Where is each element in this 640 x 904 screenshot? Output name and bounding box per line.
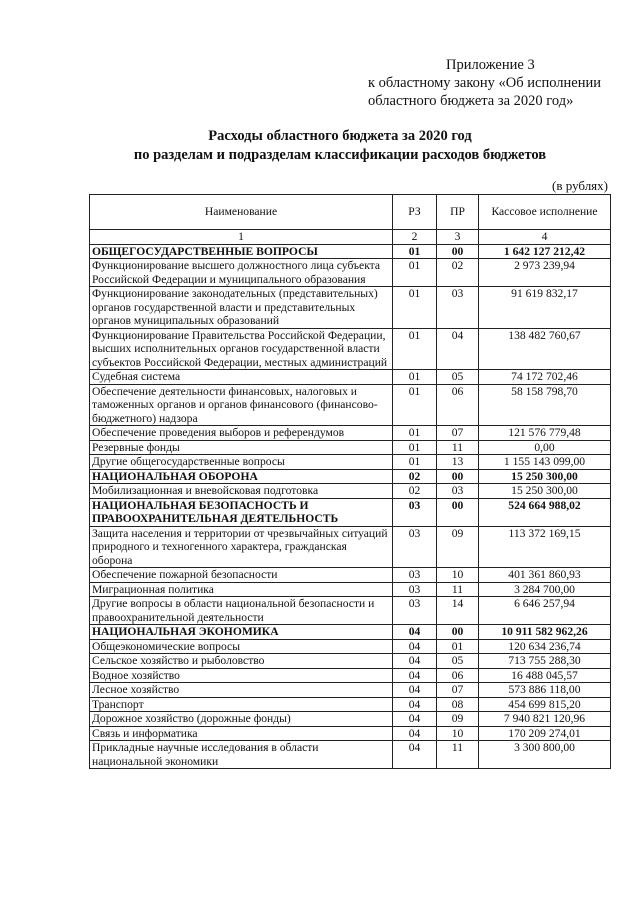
row-pr: 10 [437, 568, 479, 583]
table-row [90, 654, 611, 669]
table-row [90, 328, 611, 370]
row-rz: 03 [393, 597, 437, 625]
row-rz: 01 [393, 384, 437, 426]
row-pr: 06 [437, 668, 479, 683]
table-row [90, 526, 611, 568]
table-row [90, 370, 611, 385]
row-value: 3 284 700,00 [479, 582, 611, 597]
row-name: Дорожное хозяйство (дорожные фонды) [90, 712, 393, 727]
row-name: Транспорт [90, 697, 393, 712]
row-rz: 01 [393, 328, 437, 370]
header-name: Наименование [90, 195, 393, 230]
row-pr: 03 [437, 287, 479, 329]
row-name: Миграционная политика [90, 582, 393, 597]
table-row [90, 597, 611, 625]
row-pr: 09 [437, 712, 479, 727]
row-value: 10 911 582 962,26 [479, 625, 611, 640]
row-value: 170 209 274,01 [479, 726, 611, 741]
table-row [90, 568, 611, 583]
appendix-line-3: областного бюджета за 2020 год» [368, 93, 574, 109]
table-row [90, 455, 611, 470]
row-rz: 04 [393, 668, 437, 683]
row-rz: 01 [393, 440, 437, 455]
row-pr: 09 [437, 526, 479, 568]
row-value: 121 576 779,48 [479, 426, 611, 441]
table-section-row [90, 498, 611, 526]
budget-table [89, 194, 611, 769]
row-rz: 04 [393, 741, 437, 769]
row-name: Функционирование законодательных (представительных) органов государственной власти и представительных органов муниципальных образований [90, 287, 393, 329]
row-rz: 02 [393, 484, 437, 499]
table-row [90, 287, 611, 329]
row-name: Сельское хозяйство и рыболовство [90, 654, 393, 669]
index-cell: 3 [437, 230, 479, 245]
units-note: (в рублях) [552, 178, 608, 193]
row-rz: 04 [393, 683, 437, 698]
row-value: 113 372 169,15 [479, 526, 611, 568]
appendix-line-1: Приложение 3 [446, 57, 535, 73]
row-value: 454 699 815,20 [479, 697, 611, 712]
row-value: 1 155 143 099,00 [479, 455, 611, 470]
table-row [90, 259, 611, 287]
row-name: Защита населения и территории от чрезвычайных ситуаций природного и техногенного характера, гражданская оборона [90, 526, 393, 568]
index-cell: 4 [479, 230, 611, 245]
row-rz: 01 [393, 259, 437, 287]
row-name: НАЦИОНАЛЬНАЯ ЭКОНОМИКА [90, 625, 393, 640]
table-index-row [90, 230, 611, 245]
row-rz: 01 [393, 244, 437, 259]
row-pr: 14 [437, 597, 479, 625]
table-row [90, 697, 611, 712]
row-pr: 05 [437, 654, 479, 669]
row-pr: 04 [437, 328, 479, 370]
table-row [90, 484, 611, 499]
row-name: Мобилизационная и вневойсковая подготовка [90, 484, 393, 499]
row-name: НАЦИОНАЛЬНАЯ БЕЗОПАСНОСТЬ И ПРАВООХРАНИТЕЛЬНАЯ ДЕЯТЕЛЬНОСТЬ [90, 498, 393, 526]
row-value: 7 940 821 120,96 [479, 712, 611, 727]
row-value: 91 619 832,17 [479, 287, 611, 329]
row-value: 713 755 288,30 [479, 654, 611, 669]
table-row [90, 384, 611, 426]
document-title-line-1: Расходы областного бюджета за 2020 год [208, 128, 472, 144]
row-pr: 08 [437, 697, 479, 712]
row-pr: 06 [437, 384, 479, 426]
row-name: Функционирование Правительства Российской Федерации, высших исполнительных органов государственной власти субъектов Российской Федерации, местных администраций [90, 328, 393, 370]
header-rz: РЗ [393, 195, 437, 230]
row-value: 138 482 760,67 [479, 328, 611, 370]
row-name: НАЦИОНАЛЬНАЯ ОБОРОНА [90, 469, 393, 484]
table-row [90, 426, 611, 441]
row-name: Обеспечение пожарной безопасности [90, 568, 393, 583]
row-rz: 01 [393, 370, 437, 385]
index-cell: 2 [393, 230, 437, 245]
row-value: 58 158 798,70 [479, 384, 611, 426]
row-rz: 01 [393, 455, 437, 470]
row-name: Резервные фонды [90, 440, 393, 455]
row-value: 6 646 257,94 [479, 597, 611, 625]
row-value: 120 634 236,74 [479, 639, 611, 654]
header-pr: ПР [437, 195, 479, 230]
row-value: 524 664 988,02 [479, 498, 611, 526]
table-row [90, 726, 611, 741]
row-name: Другие общегосударственные вопросы [90, 455, 393, 470]
row-rz: 03 [393, 568, 437, 583]
row-pr: 07 [437, 426, 479, 441]
budget-table-body [90, 244, 611, 769]
table-row [90, 683, 611, 698]
row-value: 74 172 702,46 [479, 370, 611, 385]
row-rz: 01 [393, 287, 437, 329]
row-name: Водное хозяйство [90, 668, 393, 683]
row-name: Общеэкономические вопросы [90, 639, 393, 654]
row-pr: 13 [437, 455, 479, 470]
row-pr: 00 [437, 498, 479, 526]
row-rz: 04 [393, 654, 437, 669]
table-row [90, 582, 611, 597]
row-value: 3 300 800,00 [479, 741, 611, 769]
row-name: Функционирование высшего должностного лица субъекта Российской Федерации и муниципального образования [90, 259, 393, 287]
row-rz: 04 [393, 625, 437, 640]
document-title-line-2: по разделам и подразделам классификации расходов бюджетов [133, 147, 547, 163]
row-value: 573 886 118,00 [479, 683, 611, 698]
row-pr: 00 [437, 469, 479, 484]
table-section-row [90, 469, 611, 484]
row-name: Судебная система [90, 370, 393, 385]
row-pr: 11 [437, 582, 479, 597]
row-rz: 03 [393, 582, 437, 597]
row-value: 15 250 300,00 [479, 469, 611, 484]
row-rz: 03 [393, 498, 437, 526]
row-rz: 03 [393, 526, 437, 568]
row-pr: 01 [437, 639, 479, 654]
row-name: Прикладные научные исследования в области национальной экономики [90, 741, 393, 769]
row-pr: 02 [437, 259, 479, 287]
table-row [90, 712, 611, 727]
table-row [90, 440, 611, 455]
row-pr: 00 [437, 244, 479, 259]
row-pr: 00 [437, 625, 479, 640]
row-rz: 04 [393, 639, 437, 654]
row-name: Обеспечение проведения выборов и референдумов [90, 426, 393, 441]
table-row [90, 639, 611, 654]
row-value: 401 361 860,93 [479, 568, 611, 583]
row-pr: 10 [437, 726, 479, 741]
table-row [90, 668, 611, 683]
row-name: ОБЩЕГОСУДАРСТВЕННЫЕ ВОПРОСЫ [90, 244, 393, 259]
row-rz: 02 [393, 469, 437, 484]
appendix-note [368, 56, 628, 110]
table-section-row [90, 244, 611, 259]
table-row [90, 741, 611, 769]
index-cell: 1 [90, 230, 393, 245]
row-rz: 04 [393, 726, 437, 741]
row-name: Лесное хозяйство [90, 683, 393, 698]
row-value: 0,00 [479, 440, 611, 455]
row-pr: 11 [437, 741, 479, 769]
row-name: Другие вопросы в области национальной безопасности и правоохранительной деятельности [90, 597, 393, 625]
row-rz: 04 [393, 697, 437, 712]
row-value: 15 250 300,00 [479, 484, 611, 499]
table-header-row [90, 195, 611, 230]
row-name: Связь и информатика [90, 726, 393, 741]
row-value: 2 973 239,94 [479, 259, 611, 287]
table-section-row [90, 625, 611, 640]
header-value: Кассовое исполнение [479, 195, 611, 230]
appendix-line-2: к областному закону «Об исполнении [368, 75, 601, 91]
row-name: Обеспечение деятельности финансовых, налоговых и таможенных органов и органов финансового (финансово-бюджетного) надзора [90, 384, 393, 426]
row-pr: 05 [437, 370, 479, 385]
row-pr: 11 [437, 440, 479, 455]
row-rz: 01 [393, 426, 437, 441]
row-value: 1 642 127 212,42 [479, 244, 611, 259]
row-rz: 04 [393, 712, 437, 727]
row-value: 16 488 045,57 [479, 668, 611, 683]
row-pr: 03 [437, 484, 479, 499]
row-pr: 07 [437, 683, 479, 698]
